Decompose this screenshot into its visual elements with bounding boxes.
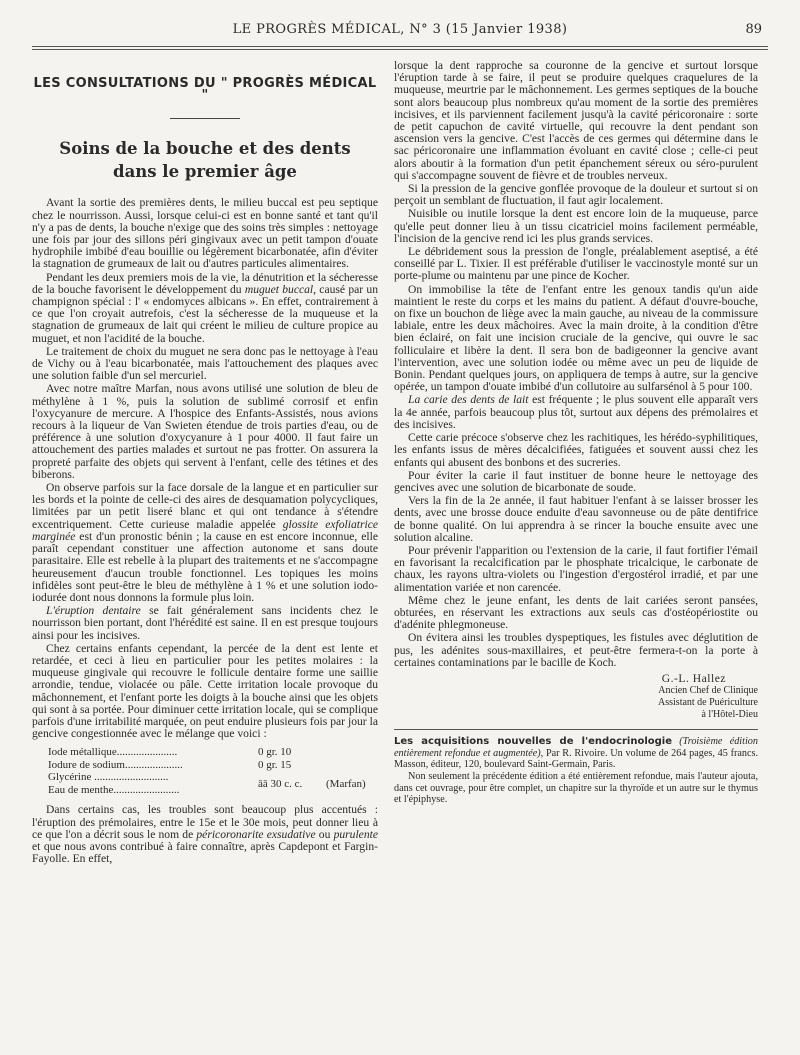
author-title: à l'Hôtel-Dieu <box>701 709 758 721</box>
section-rubric: LES CONSULTATIONS DU " PROGRÈS MÉDICAL " <box>33 76 377 104</box>
paragraph: On immobilise la tête de l'enfant entre les genoux tandis qu'un aide maintient le reste du corps et les mains du patient. A défaut d'ouvre-bouche, on fixe un bouchon de liège avec la main gauche, au niveau de la commissure labiale, entre les deux mâchoires. Avec la main droite, à la condition d'être bien éclairé, on fait une incision cruciale de la gencive, qui ouvre le sac folliculaire et libère la dent. Il sera bon de badigeonner la gencive avant l'intervention, avec une solution iodée ou même avec un peu de liquide de Bonin. Pendant quelques jours, on appliquera de temps à autre, sur la gencive opérée, un tampon d'ouate imbibé d'un collutoire au sulfarsénol à 5 pour 100. <box>394 282 758 394</box>
paragraph: Le traitement de choix du muguet ne sera donc pas le nettoyage à l'eau de Vichy ou à l'eau bicarbonatée, mais l'attouchement des plaques avec une solution faible d'un sel mercuriel. <box>32 344 378 383</box>
formula-amount: 0 gr. 15 <box>258 758 292 771</box>
paragraph: Cette carie précoce s'observe chez les rachitiques, les hérédo-syphilitiques, les enfants issus de mères décalcifiées, fatiguées et souvent aussi chez les enfants qui abusent des bonbons et des sucreries. <box>394 431 758 469</box>
paragraph: Avec notre maître Marfan, nous avons utilisé une solution de bleu de méthylène à 1 %, puis la solution de sublimé corrosif et enfin l'oxycyanure de mercure. A l'hospice des Enfants-Assistés, nous avions recours à la liqueur de Van Swieten étendue de trois parties d'eau, ou de préférence à une solution d'oxycyanure à 1 pour 4000. Il faut faire un attouchement des parties malades et surtout ne pas frotter. On assurera la propreté parfaite des objets qui servent à l'enfant, celle des tétines et des biberons. <box>32 382 378 481</box>
formula-ingredient: Eau de menthe........................ <box>48 783 180 796</box>
paragraph: On évitera ainsi les troubles dyspeptiques, les fistules avec déglutition de pus, les adénites sous-maxillaires, et peut-être fermera-t-on la porte à certaines contaminations par le bacille de Koch. <box>394 631 758 669</box>
note-divider <box>394 729 758 730</box>
title-line-2: dans le premier âge <box>113 162 297 182</box>
formula-ingredient: Iodure de sodium..................... <box>48 758 183 771</box>
header-rule-double <box>32 49 768 50</box>
paragraph: Si la pression de la gencive gonflée provoque de la douleur et surtout si on perçoit un semblant de fluctuation, il faut agir localement. <box>394 182 758 208</box>
paragraph: lorsque la dent rapproche sa couronne de la gencive et surtout lorsque l'éruption tarde à se faire, il peut se produire quelques craquelures de la muqueuse, meurtrie par le mâchonnement. Les germes septiques de la bouche sont alors beaucoup plus nombreux qu'au moment de la sortie des premières incisives, et ils parviennent facilement jusqu'à la cavité péricoronaire : sorte de petit capuchon de cavité virtuelle, qui recouvre la dent pendant son ascension vers la gencive. C'est l'accès de ces germes qui détermine dans le sac péricoronaire une inflammation évoluant en cavité close ; celle-ci peut alors aboutir à la formation d'un petit épanchement séreux ou séro-purulent qui s'accompagne souvent de fièvre et de troubles nerveux. <box>394 59 758 182</box>
author-title: Ancien Chef de Clinique <box>658 685 758 697</box>
prescription-formula <box>46 746 378 796</box>
paragraph: Non seulement la précédente édition a été entièrement refondue, mais l'auteur ajouta, dans cet ouvrage, pour être complet, un chapitre sur la thyroïde et un autre sur le thymus et l'épiphyse. <box>394 771 758 806</box>
paragraph: Pendant les deux premiers mois de la vie, la dénutrition et la sécheresse de la bouche favorisent le développement du muguet buccal, causé par un champignon spécial : l' « endomyces albicans ». En effet, contrairement à ce que l'on croyait autrefois, c'est la sécheresse de la muqueuse et la stagnation de grumeaux de lait qui créent le milieu de culture propice au muguet, et non l'acidité de la bouche. <box>32 270 378 345</box>
paragraph: La carie des dents de lait est fréquente ; le plus souvent elle apparaît vers la 4e année, parfois beaucoup plus tôt, surtout aux dépens des prémolaires et des incisives. <box>394 393 758 431</box>
paragraph: Pour éviter la carie il faut instituer de bonne heure le nettoyage des gencives avec une solution de bicarbonate de soude. <box>394 468 758 494</box>
book-note: Les acquisitions nouvelles de l'endocrinologie (Troisième édition entièrement refondue et augmentée), Par R. Rivoire. Un volume de 264 pages, 45 francs. Masson, éditeur, 120, boulevard Saint-Germain, Paris. Non seulement la précédente édition a été entièrement refondue, mais l'auteur ajouta, dans cet ouvrage, pour être complet, un chapitre sur la thyroïde et un autre sur le thymus et l'épiphyse. <box>394 736 759 806</box>
paragraph: Chez certains enfants cependant, la percée de la dent est lente et retardée, et ceci à lieu en particulier pour les petites molaires : la muqueuse gingivale qui recouvre le follicule dentaire forme une saillie arrondie, tendue, violacée ou pâle. Cette irritation locale provoque du mâchonnement, et l'enfant porte les doigts à la bouche ainsi que les objets qui sont à sa portée. Pour diminuer cette irritation locale, qui se complique parfois d'une irritabilité marquée, on peut enduire plusieurs fois par jour la gencive congestionnée avec le mélange que voici : <box>32 641 378 741</box>
paragraph: Nuisible ou inutile lorsque la dent est encore loin de la muqueuse, parce qu'elle peut donner lieu à un tissu cicatriciel moins facilement perméable, l'incision de la gencive rend ici les plus grands services. <box>394 207 758 245</box>
formula-author: (Marfan) <box>326 777 366 790</box>
paragraph: Pour prévenir l'apparition ou l'extension de la carie, il faut fortifier l'émail en favorisant la recalcification par le phosphate tricalcique, le carbonate de chaux, les rayons ultra-violets ou l'ingestion d'ergostérol irradié, et par une alimentation variée et non carencée. <box>394 543 758 594</box>
formula-amount: āā 30 c. c. <box>258 777 303 790</box>
book-title: Les acquisitions nouvelles de l'endocrinologie <box>394 736 673 748</box>
author-name: G.-L. Hallez <box>661 671 726 685</box>
header-rule <box>32 46 768 47</box>
journal-header: LE PROGRÈS MÉDICAL, N° 3 (15 Janvier 1938) <box>232 22 568 37</box>
paragraph: Avant la sortie des premières dents, le milieu buccal est peu septique chez le nourrisson. Aussi, lorsque celui-ci est en bonne santé et tant qu'il n'y a pas de dents, la bouche n'exige que des soins très simples : nettoyage une fois par jour des sillons péri gingivaux avec un petit tampon d'ouate hydrophile imbibé d'eau bouillie ou légèrement bicarbonatée, afin d'éviter la stagnation de grumeaux de lait ou d'autres particules alimentaires. <box>32 196 378 271</box>
formula-ingredient: Iode métallique...................... <box>48 746 178 759</box>
paragraph: Dans certains cas, les troubles sont beaucoup plus accentués : l'éruption des prémolaires, entre le 15e et le 30e mois, peut donner lieu à ce que l'on a décrit sous le nom de péricoronarite exsudative ou purulente et que nous avons contribué à faire connaître, après Capdepont et Fargin-Fayolle. En effet, <box>32 803 378 866</box>
running-header <box>38 22 762 44</box>
article-title <box>32 137 378 183</box>
paragraph: Le débridement sous la pression de l'ongle, préalablement aseptisé, a été conseillé par L. Tixier. Il est préférable d'utiliser le vaccinostyle monté sur un porte-plume ou maintenu par une pince de Kocher. <box>394 245 758 283</box>
title-line-1: Soins de la bouche et des dents <box>59 139 351 159</box>
page-number: 89 <box>745 22 762 37</box>
author-title: Assistant de Puériculture <box>658 697 758 709</box>
right-column <box>394 60 758 806</box>
left-column <box>32 60 378 865</box>
paragraph: Même chez le jeune enfant, les dents de lait cariées seront pansées, obturées, en réservant les extractions aux seuls cas d'ostéopériostite ou d'adénite phlegmoneuse. <box>394 593 758 632</box>
paragraph: On observe parfois sur la face dorsale de la langue et en particulier sur les bords et la pointe de celle-ci des aires de desquamation polycycliques, limitées par un petit liseré blanc et qui ont tendance à s'étendre excentriquement. Cette curieuse maladie appelée glossite exfoliatrice marginée est d'un pronostic bénin ; la cause en est encore inconnue, elle paraît cependant constituer une affection autonome et sans doute parasitaire. Elle est rebelle à la plupart des traitements et ne s'accompagne heureusement d'aucun trouble fonctionnel. Les topiques les moins infidèles sont peut-être le bleu de méthylène à 1 % et une solution iodo-iodurée dont nous donnons la formule plus loin. <box>32 481 378 604</box>
formula-amount: 0 gr. 10 <box>258 746 292 759</box>
paragraph: Vers la fin de la 2e année, il faut habituer l'enfant à se laisser brosser les dents, avec une brosse douce enduite d'eau savonneuse ou de pâte dentifrice de bonne qualité. On lui apprendra à se rincer la bouche ensuite avec une solution alcaline. <box>394 494 758 544</box>
paragraph: L'éruption dentaire se fait généralement sans incidents chez le nourrisson bien portant, dont l'hérédité est saine. Il en est presque toujours ainsi pour les incisives. <box>32 604 378 642</box>
title-divider <box>170 118 240 119</box>
formula-ingredient: Glycérine ........................... <box>48 771 169 784</box>
author-signature <box>394 673 758 721</box>
